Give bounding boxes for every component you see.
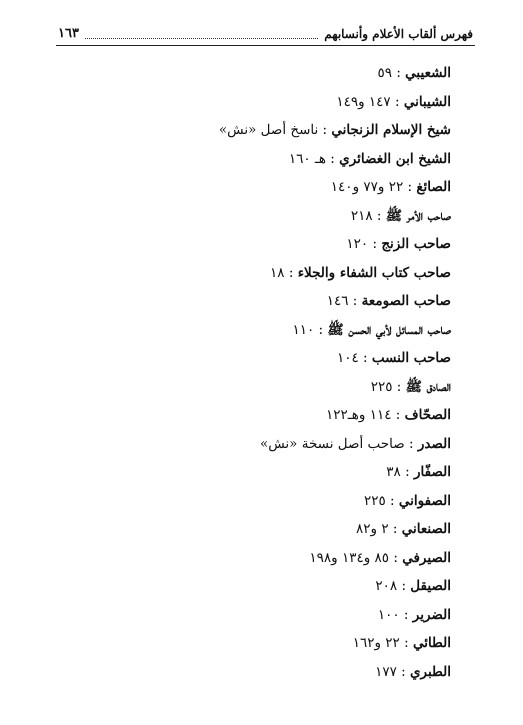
entry-name: الصدر — [417, 435, 451, 452]
entry-name: الصفواني — [398, 492, 451, 509]
entry-name: الصحّاف — [404, 407, 451, 423]
entry-pages: : ١٨ — [270, 264, 298, 281]
index-entry — [71, 405, 451, 434]
header-rule — [56, 45, 475, 46]
index-entry — [71, 206, 451, 235]
index-entry — [71, 491, 451, 520]
entry-name: الطبري — [409, 663, 451, 680]
entry-pages: : ١٤٧ و١٤٩ — [336, 93, 404, 110]
index-entry — [71, 234, 451, 263]
entry-name: الصادق ﷺ — [405, 378, 451, 395]
index-entry — [71, 177, 451, 206]
index-entry — [71, 291, 451, 320]
dot-leader — [85, 38, 318, 39]
entry-pages: : ٢ و٨٢ — [355, 521, 402, 537]
page-number: ١٦٣ — [58, 26, 79, 41]
entry-pages: : ١٢٠ — [346, 236, 382, 252]
entry-pages: : ١٧٧ — [375, 663, 410, 680]
index-entries-list — [71, 63, 451, 690]
index-entry — [71, 462, 451, 491]
entry-name: الطائي — [412, 635, 451, 651]
entry-pages: : ٨٥ و١٣٤ و١٩٨ — [309, 549, 403, 566]
index-entry — [71, 320, 451, 349]
index-entry — [71, 576, 451, 605]
entry-pages: : ١٠٠ — [377, 606, 413, 623]
index-entry — [71, 548, 451, 577]
entry-pages: : ١١٤ وهـ١٢٢ — [326, 407, 405, 423]
index-entry — [71, 662, 451, 691]
entry-pages: : ٢٢ و٧٧ و١٤٠ — [330, 179, 417, 195]
index-entry — [71, 92, 451, 121]
entry-name: صاحب المسائل لأبي الحسن ﷺ — [327, 321, 451, 338]
entry-pages: : ناسخ أصل «نش» — [218, 122, 332, 138]
entry-pages: : ٢٢ و١٦٢ — [352, 635, 413, 651]
entry-name: الصفّار — [413, 464, 451, 480]
entry-pages: : ٢٢٥ — [370, 378, 406, 395]
entry-name: الصيرفي — [402, 549, 451, 566]
index-entry — [71, 633, 451, 662]
running-header — [58, 22, 473, 42]
index-entry — [71, 377, 451, 406]
index-entry — [71, 120, 451, 149]
entry-name: الشعيبي — [405, 65, 451, 81]
entry-name: صاحب كتاب الشفاء والجلاء — [297, 264, 451, 281]
entry-name: الشيباني — [403, 93, 451, 110]
entry-pages: : ٢٠٨ — [375, 578, 411, 594]
index-entry — [71, 149, 451, 178]
entry-name: الصيقل — [410, 578, 451, 594]
index-entry — [71, 519, 451, 548]
entry-pages: : ٣٨ — [386, 464, 414, 480]
entry-name: الشيخ ابن الغضائري — [339, 150, 451, 167]
entry-name: الصنعاني — [401, 521, 451, 537]
running-title: فهرس ألقاب الأعلام وأنسابهم — [324, 27, 473, 41]
index-entry — [71, 605, 451, 634]
entry-pages: : ١٤٦ — [326, 293, 362, 309]
entry-pages: : ٥٩ — [377, 65, 406, 81]
entry-name: الصائغ — [416, 179, 451, 195]
entry-name: صاحب الزنج — [381, 236, 451, 252]
entry-pages: : ٢٢٥ — [363, 492, 399, 509]
entry-pages: : ٢١٨ — [350, 207, 386, 224]
entry-name: صاحب الصومعة — [361, 293, 451, 309]
entry-name: الضرير — [412, 606, 451, 623]
entry-pages: : ١٠٤ — [336, 350, 372, 366]
index-entry — [71, 63, 451, 92]
entry-pages: : ١١٠ — [292, 321, 328, 338]
entry-name: شيخ الإسلام الزنجاني — [331, 122, 451, 138]
entry-pages: : هـ ١٦٠ — [288, 150, 340, 167]
entry-name: صاحب الأمر ﷺ — [385, 207, 451, 224]
index-entry — [71, 263, 451, 292]
index-entry — [71, 348, 451, 377]
entry-name: صاحب النسب — [371, 350, 451, 366]
index-entry — [71, 434, 451, 463]
entry-pages: : صاحب أصل نسخة «نش» — [259, 435, 418, 452]
